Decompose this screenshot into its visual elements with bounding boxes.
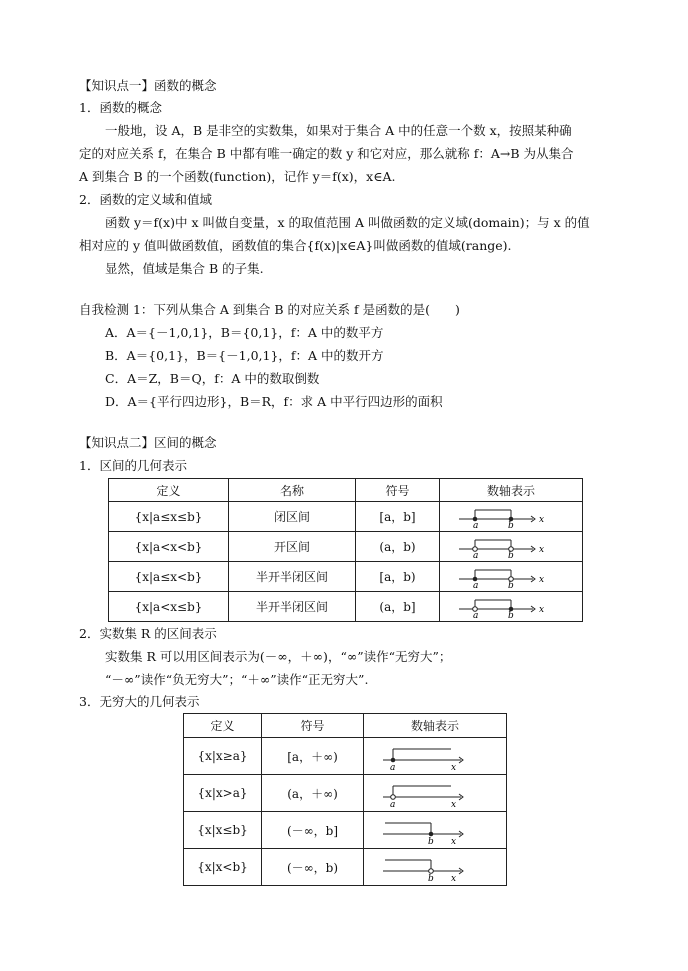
domain-line-2: 相对应的 y 值叫做函数值，函数值的集合{f(x)|x∈A}叫做函数的值域(range).	[79, 238, 512, 253]
row-number-line	[364, 812, 507, 849]
ray-le-b-axis	[375, 815, 495, 845]
row-symbol: (a，b)	[356, 532, 440, 562]
section2-heading: 【知识点二】区间的概念	[79, 435, 217, 450]
axis-label-a: a	[473, 580, 479, 589]
domain-line-3: 显然，值域是集合 B 的子集.	[105, 261, 264, 276]
row-definition: {x|x≥a}	[184, 738, 262, 775]
row-number-line	[440, 502, 583, 532]
row-definition: {x|x<b}	[184, 849, 262, 886]
axis-label-x: x	[539, 574, 545, 585]
option-a: A．A＝{－1,0,1}，B＝{0,1}，f：A 中的数平方	[105, 325, 384, 340]
axis-label-b: b	[428, 837, 434, 845]
header-definition: 定义	[184, 714, 262, 738]
row-definition: {x|a≤x≤b}	[109, 502, 229, 532]
option-c: C．A＝Z，B＝Q，f：A 中的数取倒数	[105, 371, 320, 386]
table-row	[184, 775, 507, 812]
ray-gt-a-axis	[375, 778, 495, 808]
axis-label-x: x	[451, 837, 457, 845]
row-definition: {x|x≤b}	[184, 812, 262, 849]
row-number-line	[440, 592, 583, 622]
axis-label-x: x	[539, 544, 545, 555]
table-row	[109, 562, 583, 592]
header-symbol: 符号	[262, 714, 364, 738]
row-definition: {x|a≤x<b}	[109, 562, 229, 592]
axis-label-x: x	[451, 800, 457, 808]
domain-line-1: 函数 y＝f(x)中 x 叫做自变量，x 的取值范围 A 叫做函数的定义域(domain)；与 x 的值	[105, 215, 590, 230]
definition-line-1: 一般地，设 A，B 是非空的实数集，如果对于集合 A 中的任意一个数 x，按照某种确	[105, 123, 572, 138]
item-real-interval: 2．实数集 R 的区间表示	[79, 626, 217, 641]
row-definition: {x|a<x≤b}	[109, 592, 229, 622]
header-definition: 定义	[109, 479, 229, 502]
axis-label-b: b	[508, 520, 514, 529]
row-symbol: [a，b)	[356, 562, 440, 592]
item-domain-range: 2．函数的定义域和值域	[79, 192, 212, 207]
axis-label-x: x	[451, 763, 457, 771]
right-closed-interval-axis	[451, 595, 571, 619]
axis-label-x: x	[539, 514, 545, 525]
axis-label-a: a	[390, 763, 396, 771]
row-symbol: (－∞，b)	[262, 849, 364, 886]
ray-lt-b-axis	[375, 852, 495, 882]
closed-interval-axis	[451, 505, 571, 529]
axis-label-b: b	[508, 610, 514, 619]
row-symbol: (a，b]	[356, 592, 440, 622]
section1-heading: 【知识点一】函数的概念	[79, 78, 217, 93]
ray-ge-a-axis	[375, 741, 495, 771]
header-name: 名称	[229, 479, 356, 502]
interval-table	[108, 478, 583, 622]
row-symbol: [a，＋∞)	[262, 738, 364, 775]
axis-label-a: a	[473, 550, 479, 559]
open-interval-axis	[451, 535, 571, 559]
row-symbol: [a，b]	[356, 502, 440, 532]
item-function-concept: 1．函数的概念	[79, 100, 162, 115]
definition-line-3: A 到集合 B 的一个函数(function)，记作 y＝f(x)，x∈A.	[79, 169, 396, 184]
header-symbol: 符号	[356, 479, 440, 502]
table-row	[109, 502, 583, 532]
axis-label-a: a	[473, 610, 479, 619]
real-interval-line-1: 实数集 R 可以用区间表示为(－∞，＋∞)，“∞”读作“无穷大”；	[105, 649, 452, 664]
row-definition: {x|x>a}	[184, 775, 262, 812]
real-interval-line-2: “－∞”读作“负无穷大”；“＋∞”读作“正无穷大”.	[105, 672, 369, 687]
axis-label-b: b	[508, 550, 514, 559]
header-number-line: 数轴表示	[364, 714, 507, 738]
row-name: 半开半闭区间	[229, 592, 356, 622]
row-name: 闭区间	[229, 502, 356, 532]
axis-label-a: a	[390, 800, 396, 808]
table-row	[109, 592, 583, 622]
row-symbol: (－∞，b]	[262, 812, 364, 849]
row-number-line	[440, 532, 583, 562]
self-check-question: 自我检测 1：下列从集合 A 到集合 B 的对应关系 f 是函数的是( )	[79, 302, 460, 317]
axis-label-x: x	[539, 604, 545, 615]
option-d: D．A＝{平行四边形}，B＝R，f：求 A 中平行四边形的面积	[105, 394, 443, 409]
axis-label-b: b	[428, 874, 434, 882]
header-number-line: 数轴表示	[440, 479, 583, 502]
row-number-line	[364, 738, 507, 775]
row-number-line	[364, 775, 507, 812]
option-b: B．A＝{0,1}，B＝{－1,0,1}，f：A 中的数开方	[105, 348, 384, 363]
axis-label-x: x	[451, 874, 457, 882]
row-number-line	[364, 849, 507, 886]
row-name: 开区间	[229, 532, 356, 562]
table-row	[184, 849, 507, 886]
table-row	[109, 532, 583, 562]
row-definition: {x|a<x<b}	[109, 532, 229, 562]
left-closed-interval-axis	[451, 565, 571, 589]
definition-line-2: 定的对应关系 f，在集合 B 中都有唯一确定的数 y 和它对应，那么就称 f：A→B 为从集合	[79, 146, 574, 161]
item-interval-geometry: 1．区间的几何表示	[79, 458, 187, 473]
axis-label-b: b	[508, 580, 514, 589]
row-symbol: (a，＋∞)	[262, 775, 364, 812]
item-infinity-geometry: 3．无穷大的几何表示	[79, 694, 200, 709]
infinity-table	[183, 713, 507, 886]
axis-label-a: a	[473, 520, 479, 529]
row-number-line	[440, 562, 583, 592]
table-row	[184, 812, 507, 849]
row-name: 半开半闭区间	[229, 562, 356, 592]
table-row	[184, 738, 507, 775]
